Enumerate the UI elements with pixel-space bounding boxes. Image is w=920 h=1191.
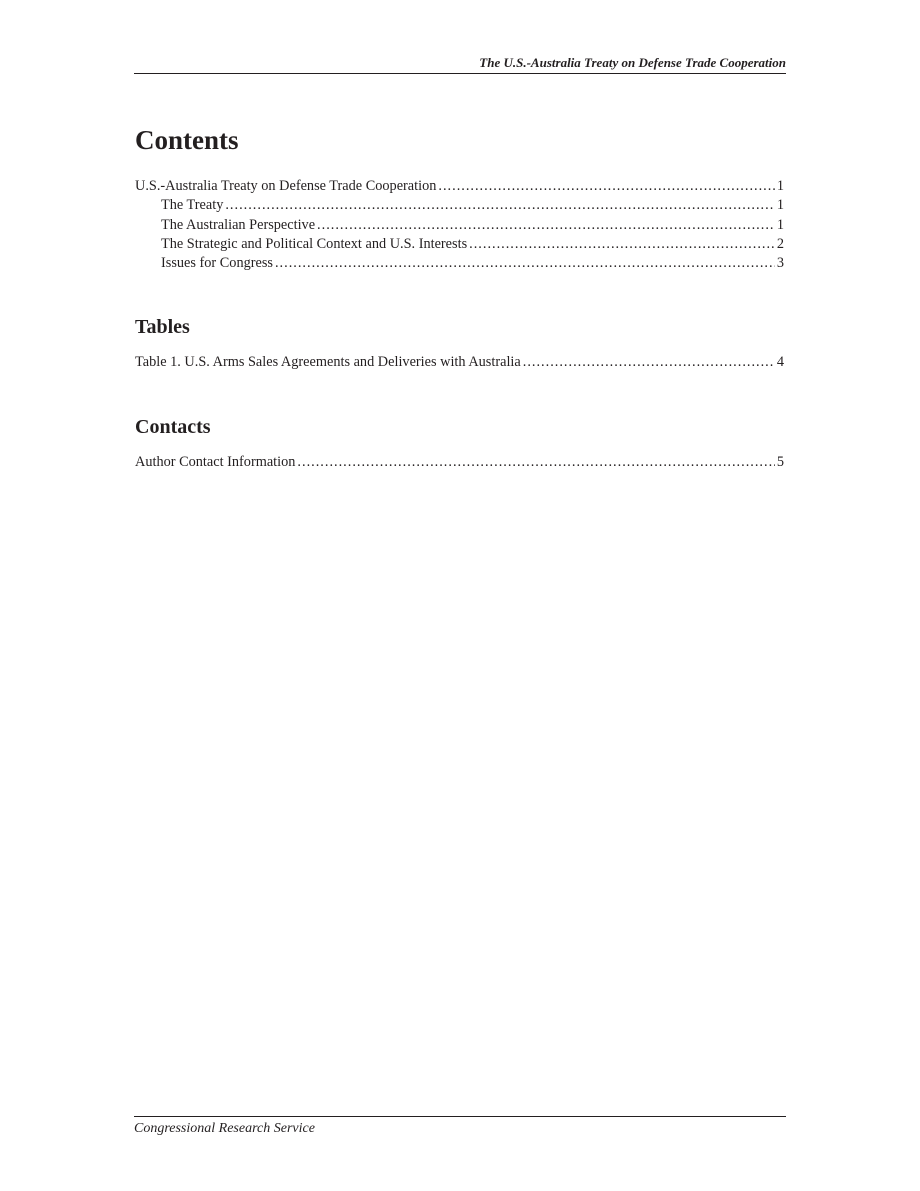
toc-entry-title: Table 1. U.S. Arms Sales Agreements and Deliveries with Australia	[135, 354, 521, 370]
toc-page-number: 1	[776, 197, 784, 214]
dot-leader	[469, 235, 775, 254]
dot-leader	[317, 216, 775, 235]
toc-entry-title: Author Contact Information	[135, 454, 296, 470]
contents-heading: Contents	[135, 125, 239, 155]
toc-entry-title: U.S.-Australia Treaty on Defense Trade Cooperation	[135, 178, 437, 194]
toc-page-number: 3	[776, 255, 784, 272]
contacts-list	[135, 453, 784, 472]
toc-entry-australian-perspective[interactable]	[135, 216, 784, 235]
toc-page-number: 1	[776, 216, 784, 233]
dot-leader	[225, 196, 774, 215]
dot-leader	[438, 177, 774, 196]
dot-leader	[297, 453, 774, 472]
toc-entry-author-contact[interactable]	[135, 453, 784, 472]
toc-page-number: 1	[776, 178, 784, 194]
toc-entry-title: The Treaty	[161, 197, 224, 214]
toc-entry-treaty-overview[interactable]	[135, 177, 784, 196]
toc-entry-title: The Strategic and Political Context and U.S. Interests	[161, 235, 468, 252]
tables-heading: Tables	[135, 316, 190, 338]
dot-leader	[275, 254, 775, 273]
toc-entry-the-treaty[interactable]	[135, 196, 784, 215]
contacts-heading: Contacts	[135, 416, 211, 438]
toc-entry-issues-for-congress[interactable]	[135, 254, 784, 273]
toc-entry-table-1[interactable]	[135, 353, 784, 372]
toc-page-number: 4	[776, 354, 784, 370]
tables-list	[135, 353, 784, 372]
dot-leader	[523, 353, 775, 372]
running-footer	[134, 1116, 786, 1138]
contents-list	[135, 177, 784, 273]
running-header-title: The U.S.-Australia Treaty on Defense Trade Cooperation	[479, 55, 786, 70]
toc-entry-title: The Australian Perspective	[161, 216, 316, 233]
toc-entry-strategic-context[interactable]	[135, 235, 784, 254]
footer-source: Congressional Research Service	[134, 1121, 315, 1136]
toc-page-number: 2	[776, 235, 784, 252]
running-header	[134, 55, 786, 74]
toc-page-number: 5	[776, 454, 784, 470]
toc-entry-title: Issues for Congress	[161, 255, 273, 272]
